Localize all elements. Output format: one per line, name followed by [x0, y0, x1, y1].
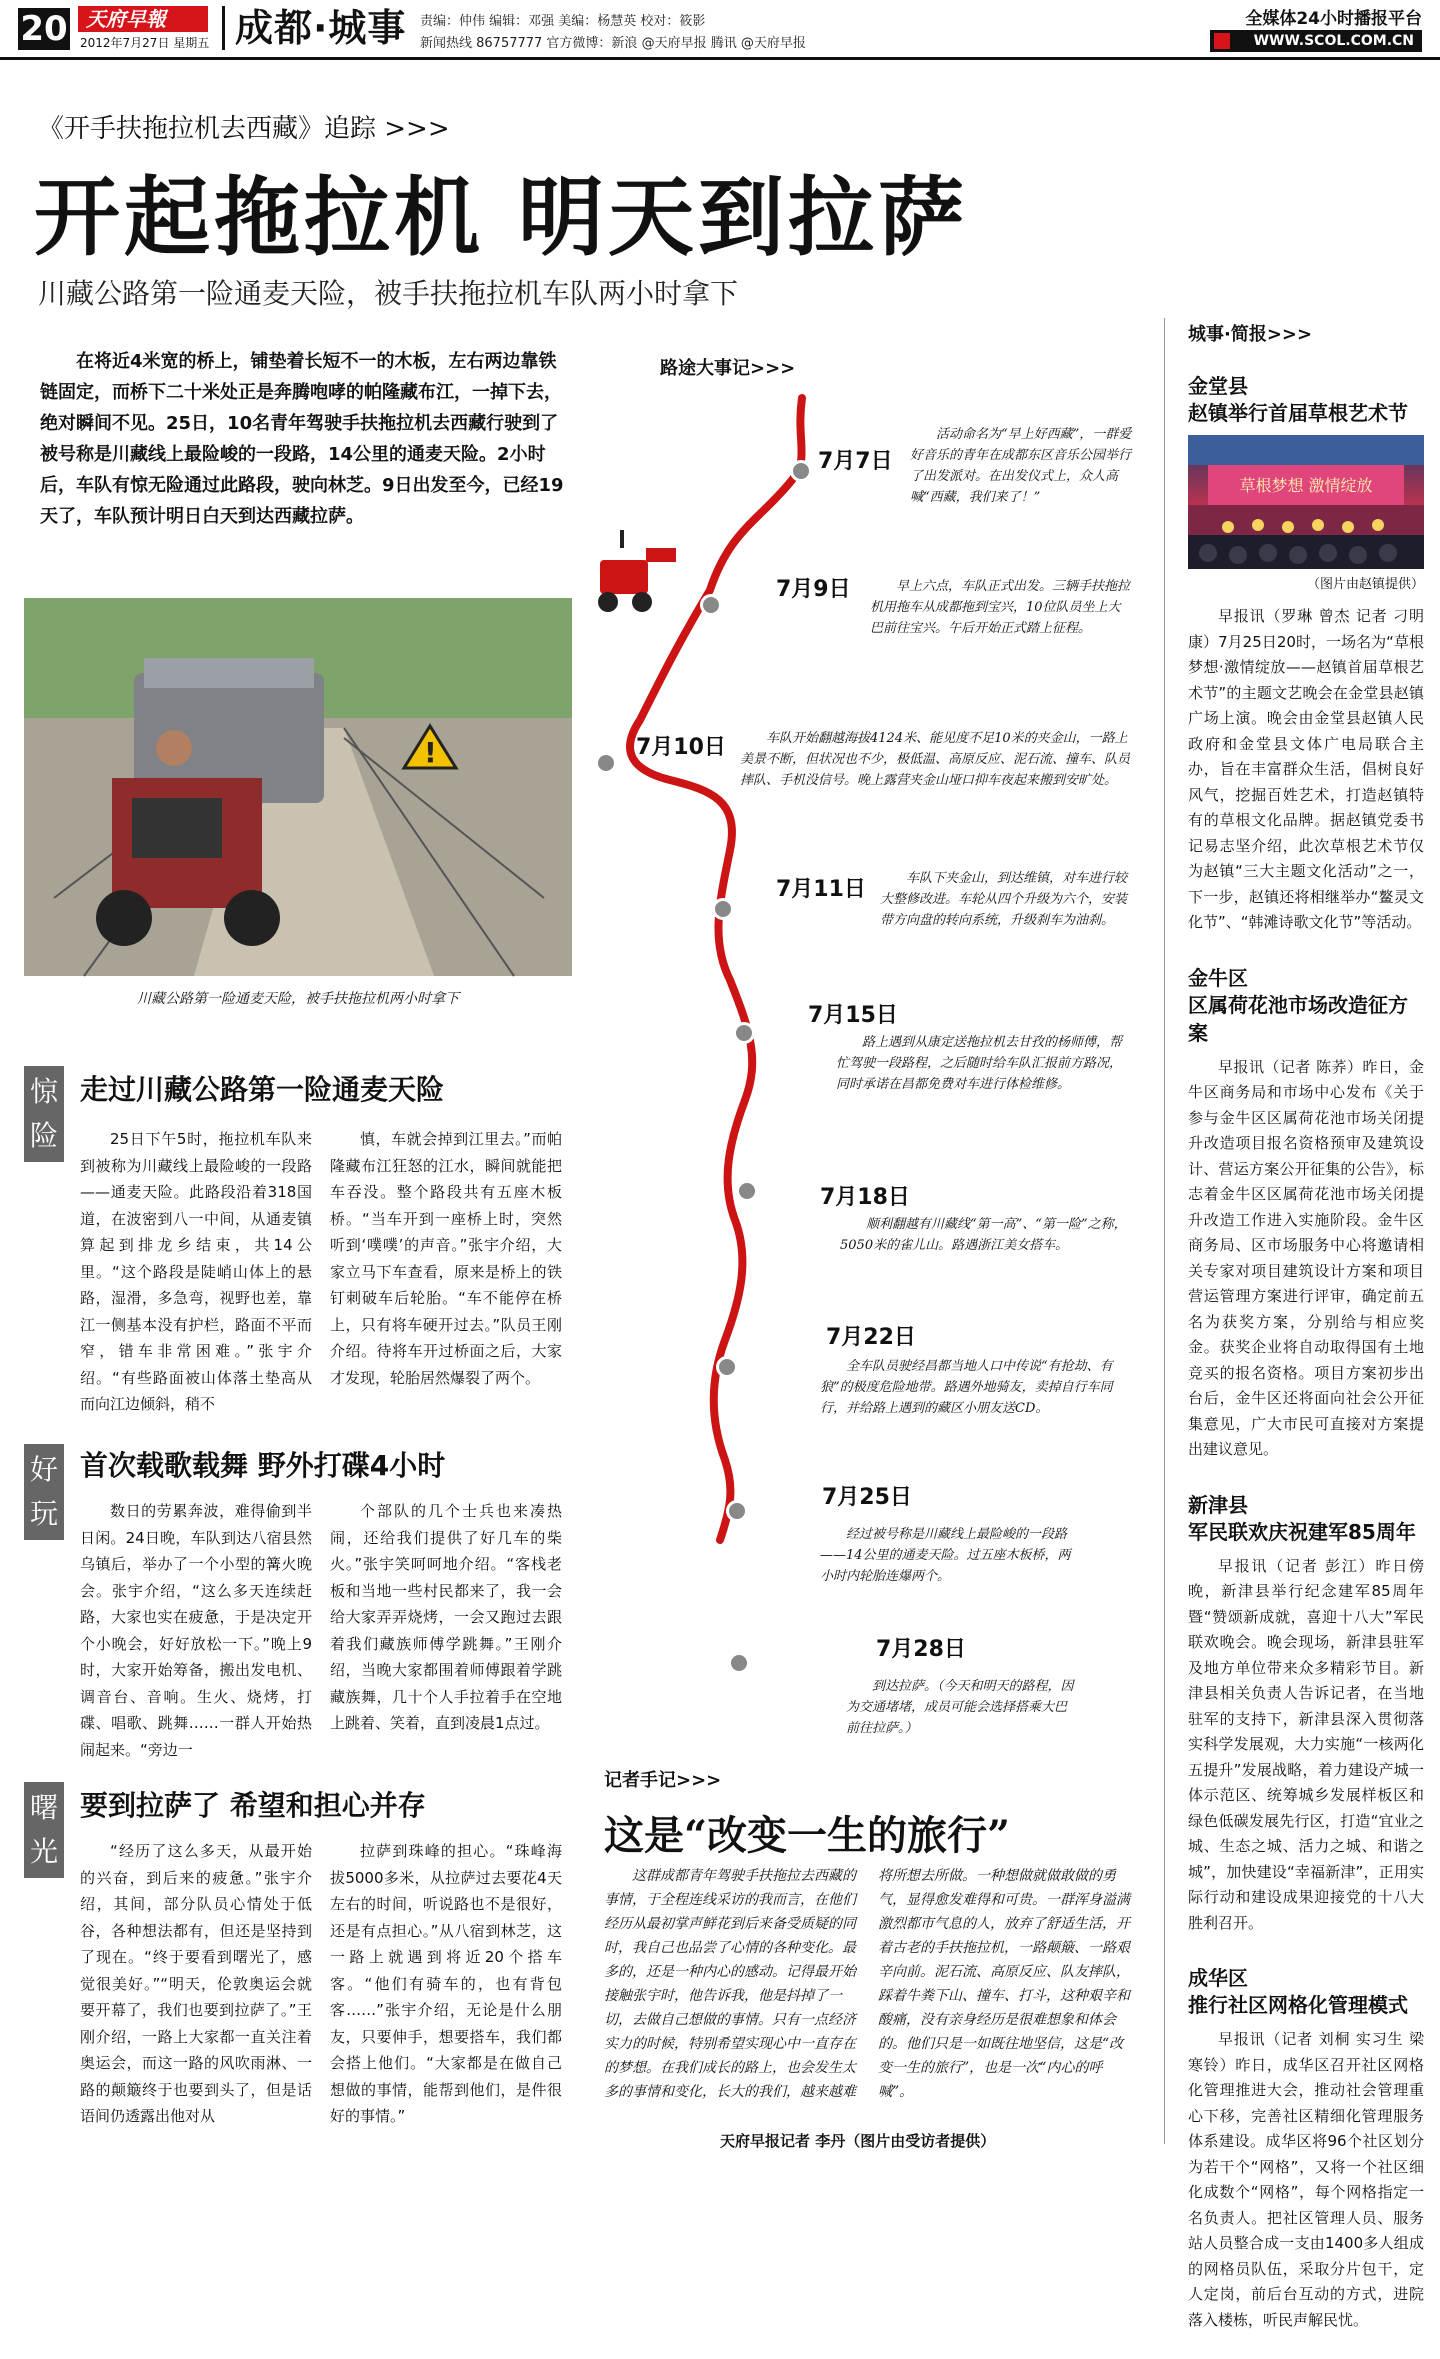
section-fun-col2: 个部队的几个士兵也来凑热闹，还给我们提供了好几车的柴火。”张宇笑呵呵地介绍。“客栈老板和当地一些村民都来了，我一会给大家弄弄烧烤，一会又跑过去跟着我们藏族师傅学跳舞。”王刚介绍，当晚大家都围着师傅跟着学跳藏族舞，几十个人手拉着手在空地上跳着、笑着，直到凌晨1点过。 — [330, 1502, 562, 1732]
lead-paragraph: 在将近4米宽的桥上，铺垫着长短不一的木板，左右两边靠铁链固定，而桥下二十米处正是奔腾咆哮的帕隆藏布江，一掉下去，绝对瞬间不见。25日，10名青年驾驶手扶拖拉机去西藏行驶到了被号称是川藏线上最险峻的一段路，14公里的通麦天险。2小时后，车队有惊无险通过此路段，驶向林芝。9日出发至今，已经19天了，车队预计明日白天到达西藏拉萨。 — [40, 351, 564, 527]
timeline-date-6: 7月18日 — [820, 1185, 910, 1210]
section-name: 成都·城事 — [222, 6, 406, 50]
article-subheadline: 川藏公路第一险通麦天险，被手扶拖拉机车队两小时拿下 — [38, 277, 739, 310]
brief-location-3: 新津县 — [1188, 1492, 1248, 1517]
brief-body-4: 早报讯（记者 刘桐 实习生 梁寒铃）昨日，成华区召开社区网格化管理推进大会，推动社会管理重心下移，完善社区精细化管理服务体系建设。成华区将96个社区划分为若干个“网格”，又将一个社区细化成数个“网格”，每个网格指定一名负责人。把社区管理人员、服务站人员整合成一支由1400多人组成的网格员队伍，采取分片包干，定人定岗，前后台互动的方式，进院落入楼栋，听民声解民忧。 — [1188, 2030, 1424, 2329]
site-url-badge[interactable] — [1210, 30, 1422, 52]
timeline-event-7: 全车队员驶经昌都当地人口中传说“有抢劫、有狼”的极度危险地带。路遇外地骑友，卖掉自行车同行，并给路上遇到的藏区小朋友送CD。 — [820, 1359, 1113, 1416]
svg-text:!: ! — [424, 736, 437, 769]
section-title-dawn: 要到拉萨了 希望和担心并存 — [80, 1789, 426, 1822]
brief-body-3: 早报讯（记者 彭江）昨日傍晚，新津县举行纪念建军85周年暨“赞颂新成就，喜迎十八大”军民联欢晚会。晚会现场，新津县驻军及地方单位带来众多精彩节目。新津县相关负责人告诉记者，在当地驻军的支持下，新津县深入贯彻落实科学发展观，大力实施“一核两化五提升”发展战略，着力建设产城一体示范区、统筹城乡发展样板区和绿色低碳发展先行区，打造“宜业之城、生态之城、活力之城、和谐之城”，加快建设“幸福新津”，正用实际行动和建设成果迎接党的十八大胜利召开。 — [1188, 1556, 1424, 1932]
staff-credits: 责编：仲伟 编辑：邓强 美编：杨慧英 校对：筱影 — [420, 14, 706, 29]
brief-title-3: 军民联欢庆祝建军85周年 — [1188, 1519, 1416, 1544]
brief-body-2: 早报讯（记者 陈荞）昨日，金牛区商务局和市场中心发布《关于参与金牛区区属荷花池市场关闭提升改造项目报名资格预审及建筑设计、营运方案公开征集的公告》，标志着金牛区区属荷花池市场关闭提升改造工作进入实施阶段。金牛区商务局、区市场服务中心将邀请相关专家对项目建筑设计方案和项目营运管理方案进行评审，确定前五名为获奖方案，分别给与相应奖金。获奖企业将自动取得国有土地竞买的报名资格。项目方案初步出台后，金牛区还将面向社会公开征集意见，广大市民可直接对方案提出建议意见。 — [1188, 1057, 1424, 1458]
timeline-event-9: 到达拉萨。（今天和明天的路程，因为交通堵堵，成员可能会选择搭乘大巴前往拉萨。） — [846, 1679, 1074, 1736]
timeline-date-4: 7月11日 — [776, 877, 866, 902]
tractor-icon — [598, 530, 676, 612]
section-tag-dawn: 曙光 — [24, 1782, 64, 1878]
route-marker-3 — [595, 752, 617, 774]
timeline-event-3: 车队开始翻越海拔4124米、能见度不足10米的夹金山，一路上美景不断，但状况也不少，极低温、高原反应、泥石流、撞车、队员摔队、手机没信号。晚上露营夹金山垭口抑车夜起来搬到安旷处。 — [740, 731, 1131, 788]
timeline-event-1: 活动命名为“早上好西藏”，一群爱好音乐的青年在成都东区音乐公园举行了出发派对。在出发仪式上，众人高喊“西藏，我们来了！” — [910, 427, 1132, 505]
issue-date: 2012年7月27日 星期五 — [80, 36, 210, 50]
timeline-date-1: 7月7日 — [818, 449, 893, 474]
section-thrilling-col2: 慎，车就会掉到江里去。”而帕隆藏布江狂怒的江水，瞬间就能把车吞没。整个路段共有五座木板桥。“当车开到一座桥上时，突然听到‘噗噗’的声音。”张宇介绍，大家立马下车查看，原来是桥上的铁钉刺破车后轮胎。“车不能停在桥上，只有将车硬开过去。”队员王刚介绍。待将车开过桥面之后，大家才发现，轮胎居然爆裂了两个。 — [330, 1130, 562, 1387]
reporter-notes-body: 这群成都青年驾驶手扶拖拉去西藏的事情，于全程连线采访的我而言，在他们经历从最初掌声鲜花到后来备受质疑的同时，我自己也品尝了心情的各种变化。最多的，还是一种内心的感动。记得最开始接触张宇时，他告诉我，他是抖掉了一切，去做自己想做的事情。只有一点经济实力的时候，特别希望实现心中一直存在的梦想。在我们成长的路上，也会发生太多的事情和变化，长大的我们，越来越难将所想去所做。一种想做就做敢做的勇气，显得愈发难得和可贵。一群浑身溢满激烈都市气息的人，放弃了舒适生活，开着古老的手扶拖拉机，一路颠簸、一路艰辛向前。泥石流、高原反应、队友摔队，踩着牛粪下山、撞车、打斗，这种艰辛和酸痛，没有亲身经历是很难想象和体会的。他们只是一如既往地坚信，这是“改变一生的旅行”，也是一次“内心的呼喊”。 — [604, 1868, 1130, 2100]
section-tag-fun: 好玩 — [24, 1444, 64, 1540]
brief-title-2: 区属荷花池市场改造征方案 — [1188, 992, 1408, 1045]
stage-banner-text: 草根梦想 激情绽放 — [1239, 476, 1373, 495]
brief-title-4: 推行社区网格化管理模式 — [1188, 1993, 1408, 2017]
festival-photo-caption: （图片由赵镇提供） — [1306, 577, 1424, 592]
festival-stage-photo — [1188, 435, 1424, 569]
timeline-event-5: 路上遇到从康定送拖拉机去甘孜的杨师傅，帮忙驾驶一段路程，之后随时给车队汇报前方路况，同时承诺在昌都免费对车进行体检维修。 — [836, 1035, 1123, 1092]
brief-title-1: 赵镇举行首届草根艺术节 — [1188, 401, 1408, 425]
byline: 天府早报记者 李丹（图片由受访者提供） — [720, 2132, 996, 2150]
route-marker-2 — [700, 594, 722, 616]
route-marker-8 — [726, 1500, 748, 1522]
route-marker-5 — [733, 1022, 755, 1044]
article-headline: 开起拖拉机 明天到拉萨 — [34, 168, 968, 268]
section-dawn-col1: “经历了这么多天，从最开始的兴奋，到后来的疲惫。”张宇介绍，其间，部分队员心情处于低谷，各种想法都有，但还是坚持到了现在。“终于要看到曙光了，感觉很美好。”“明天，伦敦奥运会就要开幕了，我们也要到拉萨了。”王刚介绍，一路上大家都一直关注着奥运会，而这一路的风吹雨淋、一路的颠簸终于也要到头了，但是话语间仍透露出他对从 — [80, 1842, 312, 2125]
route-marker-7 — [716, 1356, 738, 1378]
section-tag-thrilling: 惊险 — [24, 1066, 64, 1162]
section-title-fun: 首次载歌载舞 野外打碟4小时 — [80, 1449, 446, 1482]
timeline-event-8: 经过被号称是川藏线上最险峻的一段路——14公里的通麦天险。过五座木板桥，两小时内轮胎连爆两个。 — [820, 1527, 1071, 1584]
section-dawn-col2: 拉萨到珠峰的担心。“珠峰海拔5000多米，从拉萨过去要花4天左右的时间，听说路也不是很好，还是有点担心。”从八宿到林芝，这一路上就遇到将近20个搭车客。“他们有骑车的，也有背包客……”张宇介绍，无论是什么朋友，只要伸手，想要搭车，我们都会搭上他们。“大家都是在做自己想做的事情，能帮到他们，是件很好的事情。” — [330, 1842, 562, 2125]
stage-illustration — [1188, 435, 1424, 569]
brief-location-2: 金牛区 — [1188, 965, 1248, 990]
photo-caption: 川藏公路第一险通麦天险，被手扶拖拉机两小时拿下 — [137, 991, 459, 1007]
section-fun-col1: 数日的劳累奔波，难得偷到半日闲。24日晚，车队到达八宿县然乌镇后，举办了一个小型的篝火晚会。张宇介绍，“这么多天连续赶路，大家也实在疲惫，于是决定开个小晚会，好好放松一下。”晚上9时，大家开始筹备，搬出发电机、调音台、音响。生火、烧烤，打碟、唱歌、跳舞……一群人开始热闹起来。“旁边一 — [80, 1502, 312, 1759]
route-marker-9 — [728, 1652, 750, 1674]
timeline-label: 路途大事记>>> — [660, 358, 796, 379]
timeline-event-4: 车队下夹金山，到达维镇，对车进行较大整修改进。车轮从四个升级为六个，安装带方向盘的转向系统，升级刹车为油刹。 — [880, 871, 1128, 928]
page-number: 20 — [18, 8, 70, 50]
route-marker-1 — [790, 460, 812, 482]
timeline-date-7: 7月22日 — [826, 1325, 916, 1350]
site-url: WWW.SCOL.COM.CN — [1253, 33, 1414, 49]
timeline-date-9: 7月28日 — [876, 1637, 966, 1662]
site-logo-icon — [1214, 33, 1230, 49]
timeline-date-2: 7月9日 — [776, 577, 851, 602]
platform-slogan: 全媒体24小时播报平台 — [1245, 9, 1422, 29]
paper-logo: 天府早報 — [78, 6, 208, 32]
city-brief-label: 城事·简报>>> — [1188, 324, 1313, 345]
timeline-date-5: 7月15日 — [808, 1003, 898, 1028]
timeline-event-2: 早上六点，车队正式出发。三辆手扶拖拉机用拖车从成都拖到宝兴，10位队员坐上大巴前往宝兴。午后开始正式踏上征程。 — [870, 579, 1131, 636]
timeline-date-8: 7月25日 — [822, 1485, 912, 1510]
reporter-notes-label: 记者手记>>> — [604, 1770, 722, 1791]
city-brief-column — [1188, 320, 1424, 2359]
column-divider — [1164, 318, 1165, 2144]
brief-body-1: 早报讯（罗琳 曾杰 记者 刁明康）7月25日20时，一场名为“草根梦想·激情绽放——赵镇首届草根艺术节”的主题文艺晚会在金堂县赵镇广场上演。晚会由金堂县赵镇人民政府和金堂县文体广电局联合主办，旨在丰富群众生活，倡树良好风气，挖掘百姓艺术，打造赵镇特有的草根文化品牌。据赵镇党委书记易志坚介绍，此次草根艺术节仅为赵镇“三大主题文化活动”之一，下一步，赵镇还将相继举办“鳌灵文化节”、“韩滩诗歌文化节”等活动。 — [1188, 607, 1424, 931]
route-marker-4 — [712, 898, 734, 920]
route-marker-6 — [736, 1180, 758, 1202]
tractor-bridge-photo — [24, 598, 572, 976]
article-kicker: 《开手扶拖拉机去西藏》追踪 >>> — [38, 114, 450, 144]
timeline-event-6: 顺利翻越有川藏线“第一高”、“第一险”之称，5050米的雀儿山。路遇浙江美女搭车。 — [840, 1217, 1127, 1253]
timeline-date-3: 7月10日 — [636, 735, 726, 760]
brief-location-4: 成华区 — [1188, 1966, 1248, 1990]
reporter-notes-title: 这是“改变一生的旅行” — [604, 1812, 1011, 1859]
section-thrilling-col1: 25日下午5时，拖拉机车队来到被称为川藏线上最险峻的一段路——通麦天险。此路段沿着318国道，在波密到八一中间，从通麦镇算起到排龙乡结束，共14公里。“这个路段是陡峭山体上的悬路，湿滑，多急弯，视野也差，靠江一侧基本没有护栏，路面不平而窄，错车非常困难。”张宇介绍。“有些路面被山体落土垫高从而向江边倾斜，稍不 — [80, 1130, 312, 1413]
brief-location-1: 金堂县 — [1188, 374, 1248, 398]
contact-line: 新闻热线 86757777 官方微博：新浪 @天府早报 腾讯 @天府早报 — [420, 36, 806, 51]
tractor-illustration — [24, 598, 572, 976]
section-title-thrilling: 走过川藏公路第一险通麦天险 — [80, 1073, 445, 1106]
